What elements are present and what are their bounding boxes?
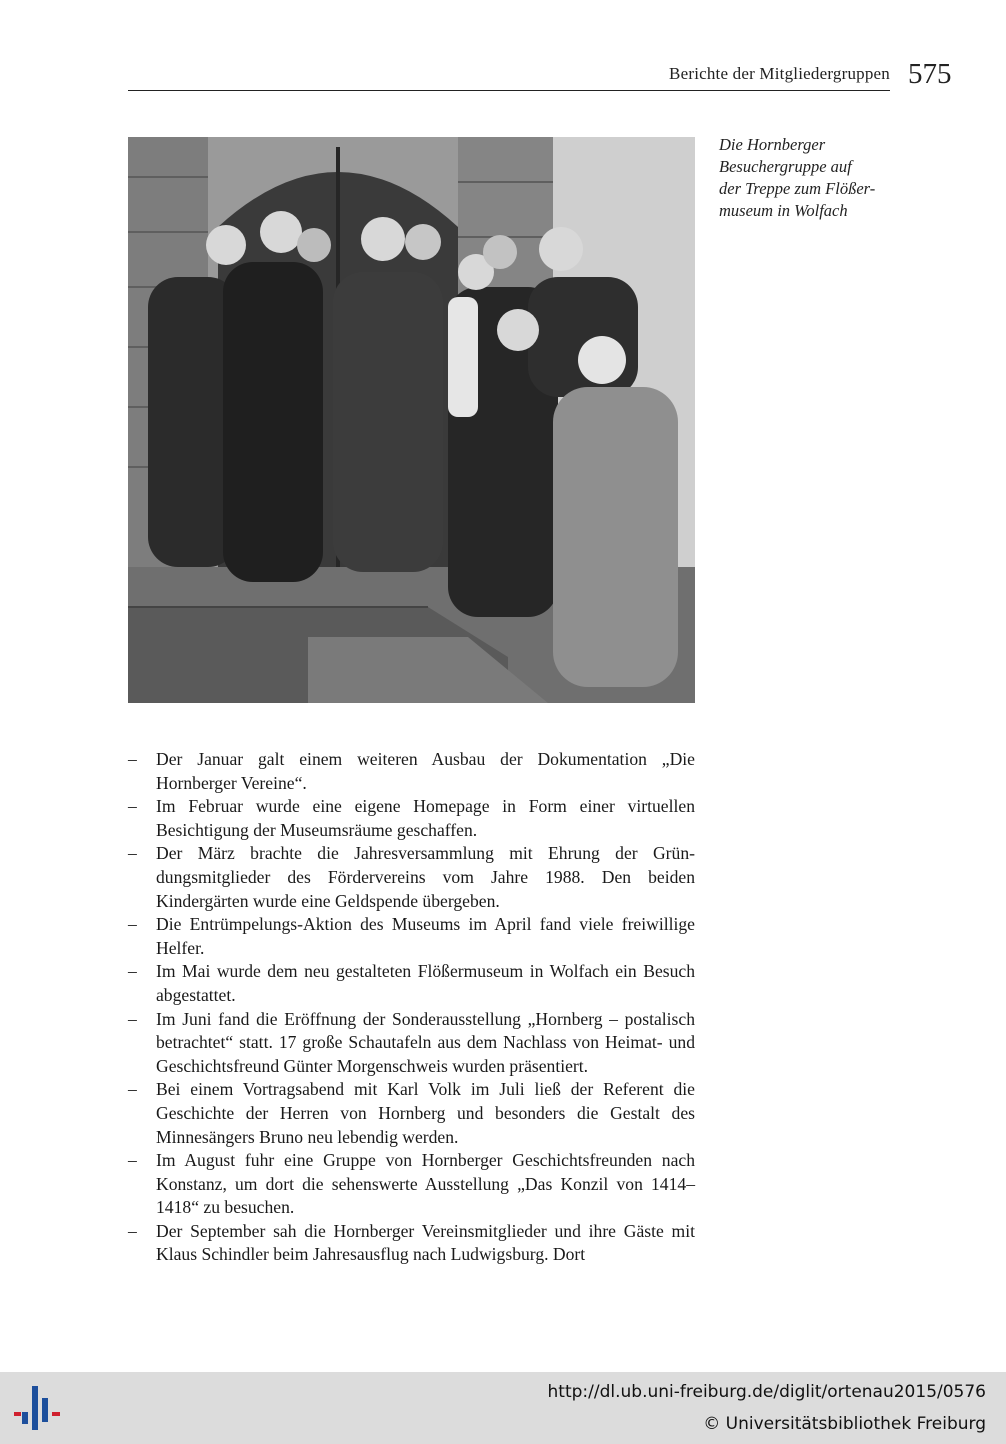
list-bullet: – — [128, 1008, 137, 1029]
list-item-text: Die Entrümpelungs-Aktion des Museums im April fand viele freiwillige Helfer. — [156, 914, 695, 958]
list-item — [128, 1220, 695, 1267]
logo-tick-red-right — [52, 1412, 60, 1416]
group-photo-illustration — [128, 137, 695, 703]
list-item — [128, 1008, 695, 1079]
list-item — [128, 913, 695, 960]
list-bullet: – — [128, 749, 137, 769]
list-item-text: Im Februar wurde eine eigene Homepage in Form einer virtuellen Besichtigung der Museumsräume geschaffen. — [156, 796, 695, 840]
list-bullet: – — [128, 961, 137, 982]
logo-bar-blue-2 — [42, 1398, 48, 1422]
logo-tick-red-left — [14, 1412, 21, 1416]
list-bullet: – — [128, 914, 137, 935]
list-item — [128, 795, 695, 842]
library-logo-icon — [12, 1384, 64, 1434]
source-url-link[interactable]: http://dl.ub.uni-freiburg.de/diglit/ortenau2015/0576 — [547, 1382, 986, 1402]
list-item-text: Im Juni fand die Eröffnung der Sonderausstellung „Hornberg – postalisch betrachtet“ statt. 17 große Schautafeln aus dem Nachlass von Heimat- und Geschichtsfreund Günter Morgenschweis wurden präsentiert. — [156, 1008, 695, 1076]
list-bullet: – — [128, 796, 137, 817]
figure-caption: Die Hornberger Besuchergruppe auf der Treppe zum Flößer- museum in Wolfach — [719, 135, 876, 220]
list-bullet: – — [128, 1079, 137, 1100]
event-list — [128, 748, 695, 1267]
copyright-text: © Universitätsbibliothek Freiburg — [703, 1414, 986, 1434]
footer-bar — [0, 1372, 1006, 1444]
list-item-text: Der September sah die Hornberger Vereinsmitglieder und ihre Gäste mit Klaus Schindler beim Jahresausflug nach Ludwigsburg. Dort — [156, 1220, 695, 1265]
list-item — [128, 748, 695, 795]
list-item — [128, 842, 695, 913]
list-item — [128, 1078, 695, 1149]
logo-bar-blue — [32, 1386, 38, 1430]
list-item-text: Der Januar galt einem weiteren Ausbau der Dokumentation „Die Hornberger Vereine“. — [156, 749, 695, 793]
list-item — [128, 1149, 695, 1220]
list-item — [128, 960, 695, 1007]
running-title: Berichte der Mitgliedergruppen — [669, 64, 890, 83]
group-photo — [128, 137, 695, 703]
running-head — [128, 60, 890, 91]
list-item-text: Im Mai wurde dem neu gestalteten Flößermuseum in Wolfach ein Besuch abgestattet. — [156, 961, 695, 1005]
list-bullet: – — [128, 843, 137, 864]
page-number: 575 — [908, 58, 952, 90]
list-item-text: Bei einem Vortragsabend mit Karl Volk im Juli ließ der Referent die Geschichte der Herren von Hornberg und besonders die Gestalt des Minnesängers Bruno neu lebendig werden. — [156, 1079, 695, 1147]
list-item-text: Der März brachte die Jahresversammlung mit Ehrung der Gründungsmitglieder des Fördervereins vom Jahre 1988. Den beiden Kindergärten wurde eine Geldspende übergeben. — [156, 843, 695, 911]
list-bullet: – — [128, 1150, 137, 1171]
list-item-text: Im August fuhr eine Gruppe von Hornberger Geschichtsfreunden nach Konstanz, um dort die sehenswerte Ausstellung „Das Konzil von 1414–1418“ zu besuchen. — [156, 1150, 695, 1218]
list-bullet: – — [128, 1220, 137, 1241]
logo-bar-blue-3 — [22, 1412, 28, 1424]
